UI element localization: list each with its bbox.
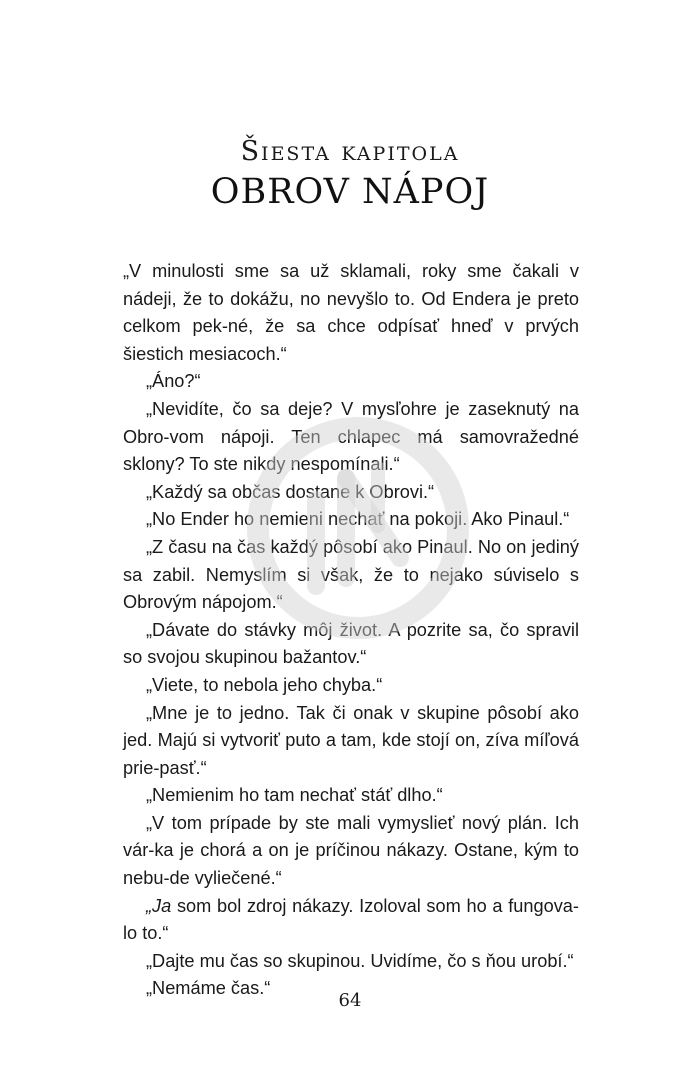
paragraph: „Dávate do stávky môj život. A pozrite sa, čo spravil so svojou skupinou bažantov.“ bbox=[123, 619, 579, 668]
paragraph: „Každý sa občas dostane k Obrovi.“ bbox=[146, 481, 435, 502]
paragraph-italic-lead bbox=[123, 893, 579, 948]
paragraph: „Viete, to nebola jeho chyba.“ bbox=[146, 674, 383, 695]
paragraph: „Nemáme čas.“ bbox=[146, 978, 271, 999]
paragraph: „No Ender ho nemieni nechať na pokoji. Ako Pinaul.“ bbox=[146, 509, 570, 530]
paragraph: „Nevidíte, čo sa deje? V mysľohre je zaseknutý na Obro-vom nápoji. Ten chlapec má samovražedné sklony? To ste nikdy nespomínali.“ bbox=[123, 398, 579, 475]
chapter-title: OBROV NÁPOJ bbox=[210, 172, 490, 212]
paragraph: „Z času na čas každý pôsobí ako Pinaul. No on jediný sa zabil. Nemyslím si však, že to nejako súviselo s Obrovým nápojom.“ bbox=[123, 536, 579, 613]
chapter-label: Šiesta kapitola bbox=[240, 136, 460, 167]
italic-word: „Ja bbox=[146, 895, 172, 916]
paragraph: „V tom prípade by ste mali vymyslieť nový plán. Ich vár-ka je chorá a on je príčinou nákazy. Ostane, kým to nebu-de vyliečené.“ bbox=[123, 812, 579, 889]
paragraph: „Nemienim ho tam nechať stáť dlho.“ bbox=[146, 785, 443, 806]
paragraph-rest: som bol zdroj nákazy. Izoloval som ho a fungova-lo to.“ bbox=[123, 895, 579, 944]
page-number: 64 bbox=[338, 990, 362, 1011]
paragraph: „Dajte mu čas so skupinou. Uvidíme, čo s ňou urobí.“ bbox=[146, 950, 574, 971]
paragraph: „Áno?“ bbox=[146, 371, 201, 392]
paragraph: „V minulosti sme sa už sklamali, roky sme čakali v nádeji, že to dokážu, no nevyšlo to. Od Endera je preto celkom pek-né, že sa chce odpísať hneď v prvých šiestich mesiacoch.“ bbox=[123, 261, 579, 364]
paragraph: „Mne je to jedno. Tak či onak v skupine pôsobí ako jed. Majú si vytvoriť puto a tam, kde stojí on, zíva míľová prie-pasť.“ bbox=[123, 702, 579, 778]
body-text bbox=[123, 258, 579, 1003]
